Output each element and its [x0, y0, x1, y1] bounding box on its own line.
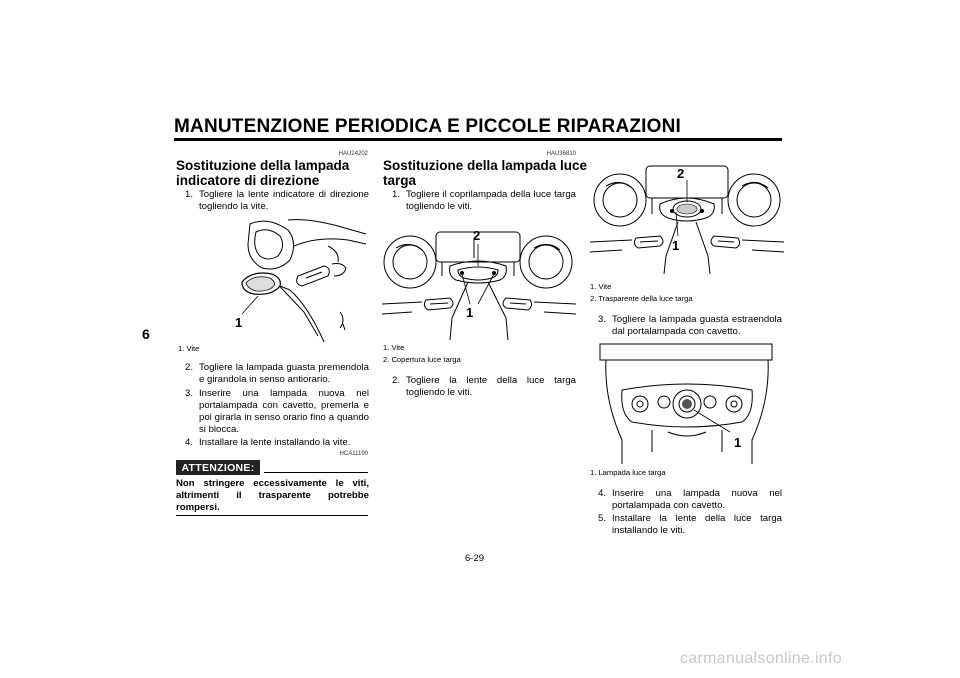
- figure-caption: 1. Vite: [590, 282, 612, 291]
- step-item: [598, 488, 782, 512]
- step-number: 5.: [598, 513, 607, 524]
- caution-rule: [176, 515, 368, 516]
- page-number: 6-29: [465, 553, 485, 564]
- figure-caption: 2. Copertura luce targa: [383, 355, 461, 364]
- turn-signal-figure: [228, 216, 368, 342]
- step-number: 3.: [185, 388, 194, 399]
- figure-callout: 1: [466, 305, 474, 320]
- step-item: [185, 362, 369, 386]
- section-heading: [176, 158, 376, 188]
- heading-line: indicatore di direzione: [176, 173, 320, 188]
- step-text: Togliere la lente della luce targa togliendo le viti.: [406, 375, 576, 398]
- heading-line: targa: [383, 173, 417, 188]
- figure-caption: 1. Lampada luce targa: [590, 468, 666, 477]
- step-number: 2.: [392, 375, 401, 386]
- step-text: Togliere la lente indicatore di direzione togliendo la vite.: [199, 189, 369, 212]
- figure-callout: 2: [473, 228, 481, 243]
- section-code: HAU24202: [338, 151, 368, 157]
- step-item: [598, 513, 782, 537]
- figure-callout: 1: [235, 315, 243, 330]
- step-item: [598, 314, 782, 338]
- step-number: 2.: [185, 362, 194, 373]
- caution-label: ATTENZIONE:: [176, 460, 260, 475]
- step-text: Installare la lente della luce targa installando le viti.: [612, 513, 782, 536]
- step-item: [185, 189, 369, 213]
- page-header-title: MANUTENZIONE PERIODICA E PICCOLE RIPARAZIONI: [174, 116, 682, 137]
- step-text: Installare la lente installando la vite.: [199, 437, 351, 448]
- heading-line: Sostituzione della lampada luce: [383, 158, 588, 173]
- figure-caption: 1. Vite: [178, 344, 200, 353]
- license-bulb-figure: [592, 340, 782, 464]
- figure-caption: 1. Vite: [383, 343, 405, 352]
- caution-rule: [264, 472, 368, 473]
- caution-code: HCA11190: [339, 451, 368, 457]
- step-item: [392, 189, 576, 213]
- step-number: 4.: [185, 437, 194, 448]
- figure-caption: 2. Trasparente della luce targa: [590, 294, 693, 303]
- step-text: Togliere la lampada guasta estraendola dal portalampada con cavetto.: [612, 314, 782, 337]
- step-number: 4.: [598, 488, 607, 499]
- step-text: Togliere la lampada guasta premendola e girandola in senso antiorario.: [199, 362, 369, 385]
- section-code: HAU36810: [546, 151, 576, 157]
- step-item: [185, 437, 369, 449]
- section-heading: [383, 158, 588, 188]
- license-lens-figure: [590, 152, 784, 274]
- figure-callout: 2: [677, 166, 685, 181]
- step-number: 1.: [392, 189, 401, 200]
- figure-callout: 1: [734, 435, 742, 450]
- step-number: 3.: [598, 314, 607, 325]
- header-rule: [174, 138, 782, 141]
- step-item: [392, 375, 576, 399]
- step-text: Inserire una lampada nuova nel portalampada con cavetto.: [612, 488, 782, 511]
- step-text: Togliere il coprilampada della luce targa togliendo le viti.: [406, 189, 576, 212]
- step-text: Inserire una lampada nuova nel portalampada con cavetto, premerla e poi girarla in senso orario fino a quando si blocca.: [199, 388, 369, 435]
- chapter-tab: 6: [142, 326, 150, 342]
- heading-line: Sostituzione della lampada: [176, 158, 350, 173]
- license-cover-figure: [382, 218, 576, 340]
- figure-callout: 1: [672, 238, 680, 253]
- caution-text: Non stringere eccessivamente le viti, altrimenti il trasparente potrebbe rompersi.: [176, 478, 369, 513]
- step-number: 1.: [185, 189, 194, 200]
- watermark: carmanualsonline.info: [680, 650, 842, 667]
- step-item: [185, 388, 369, 436]
